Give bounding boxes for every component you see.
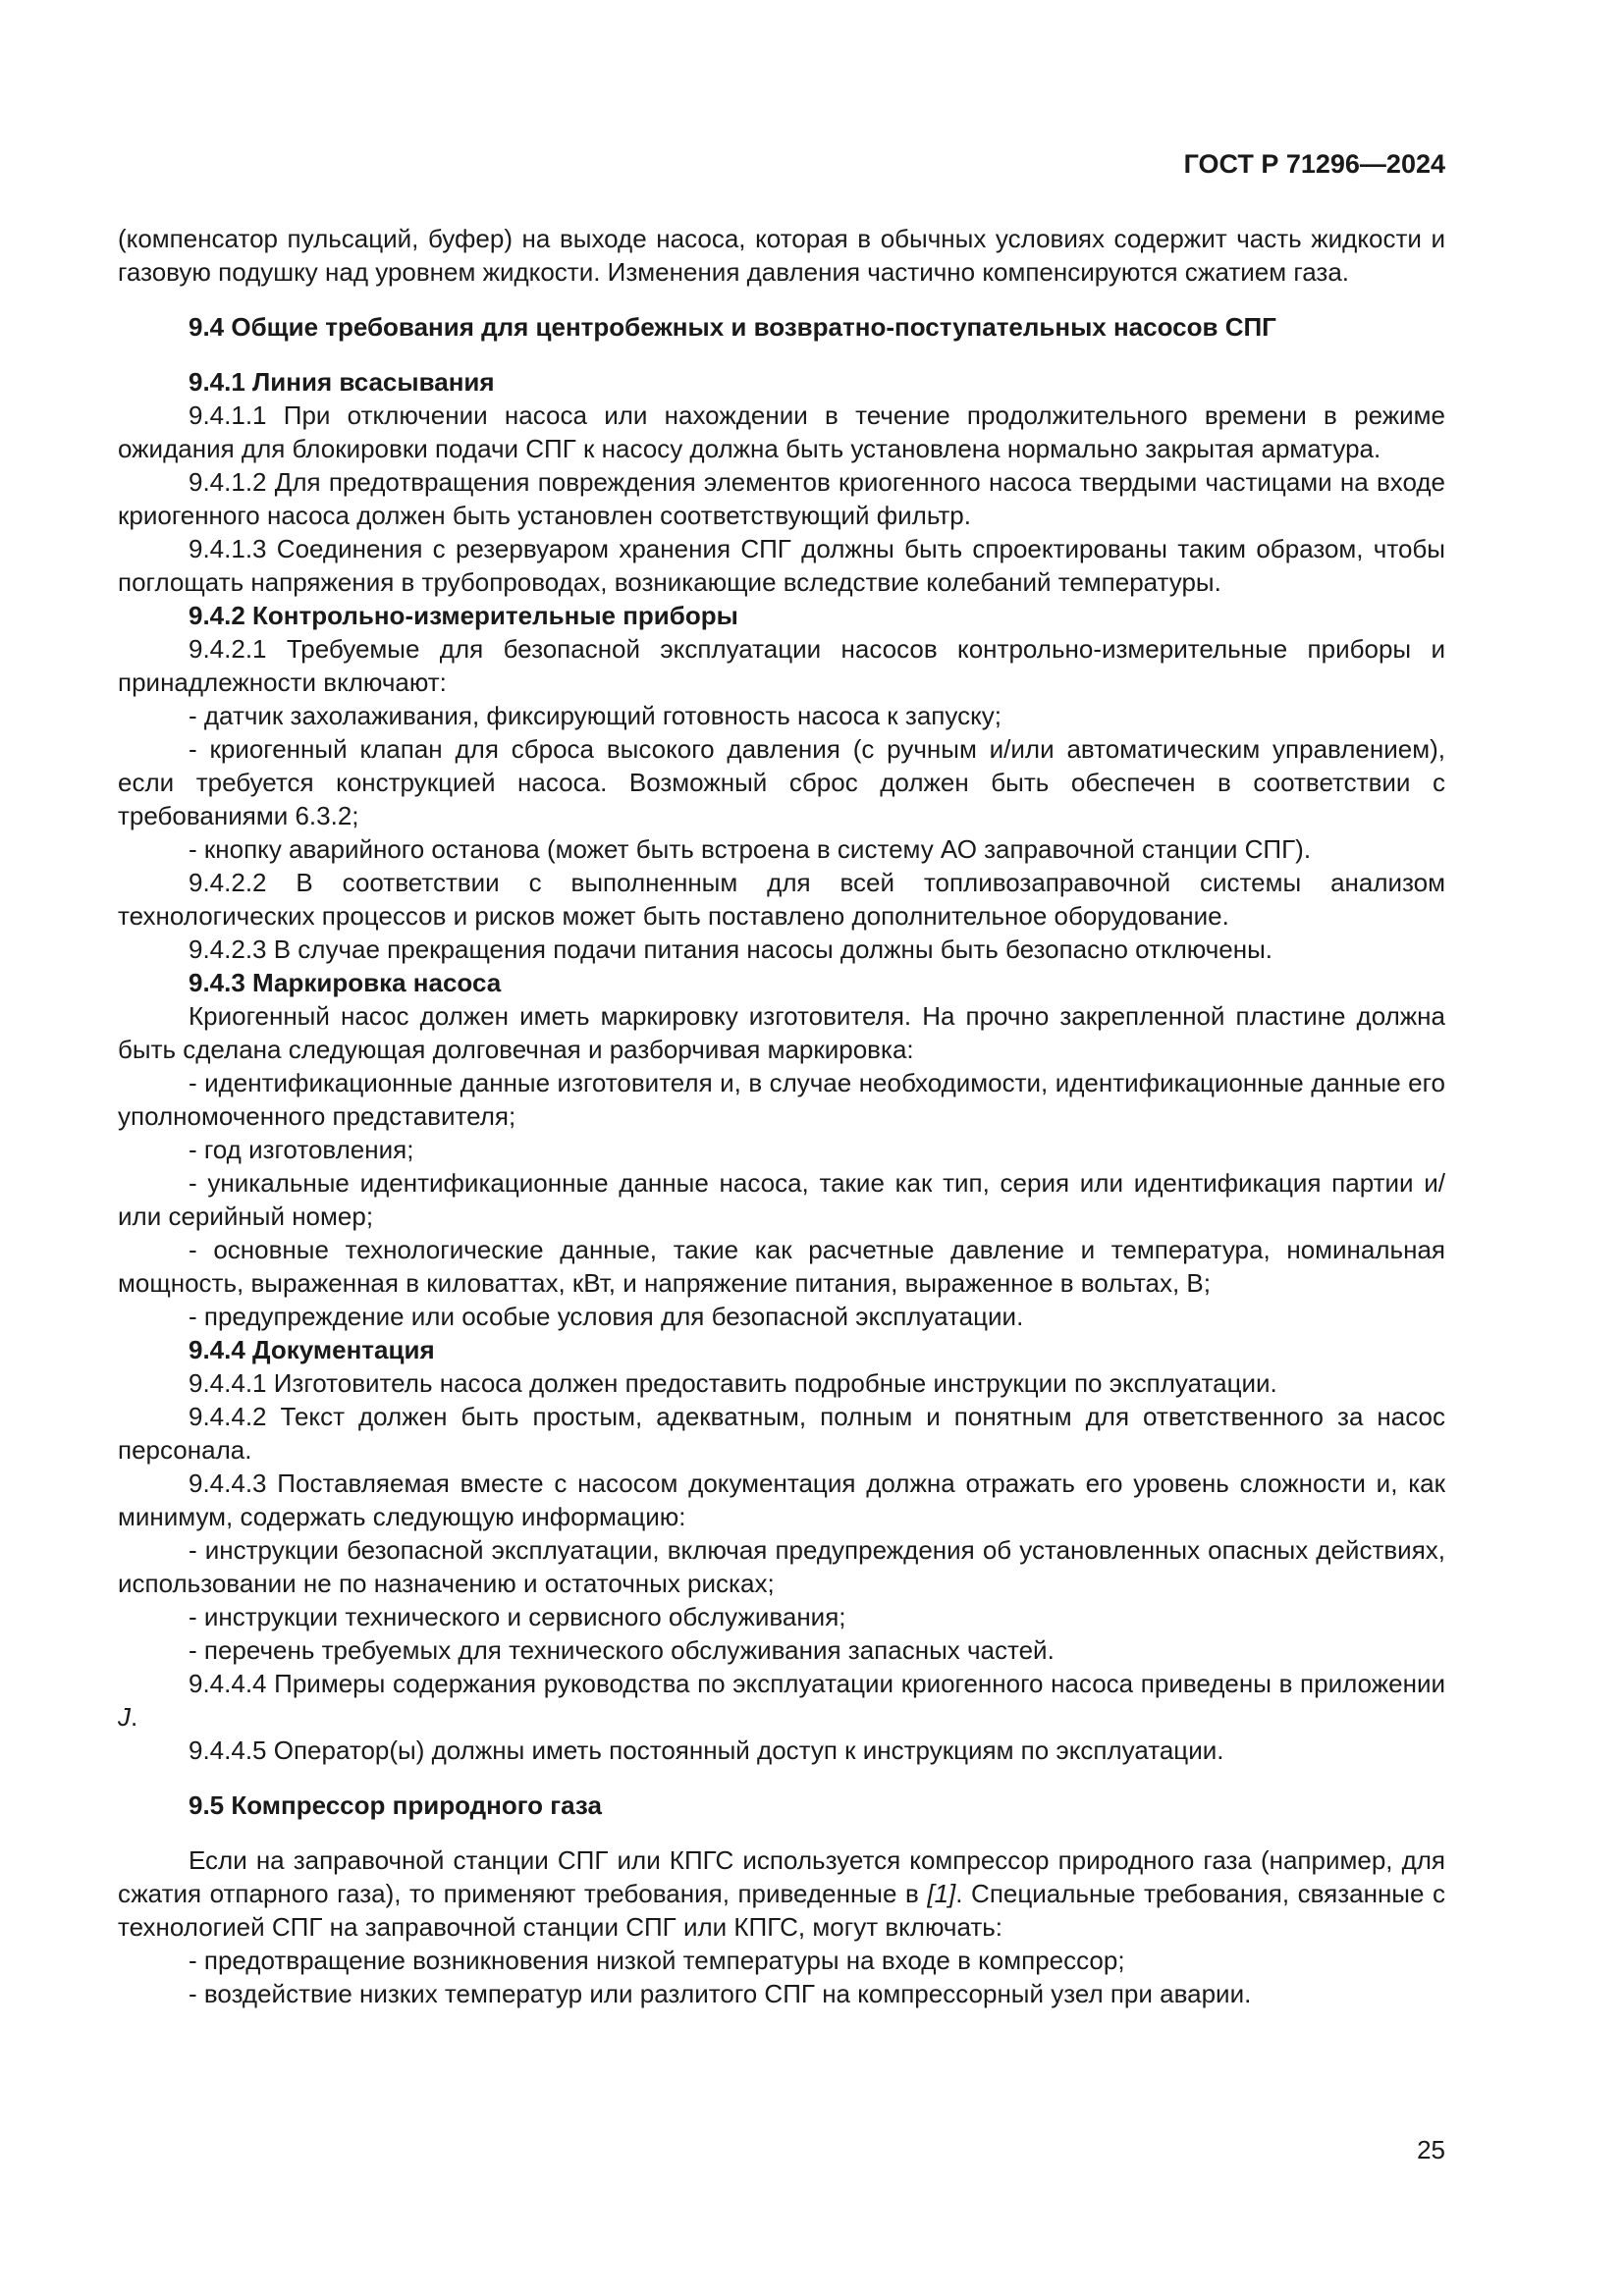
section-9-4-heading: 9.4 Общие требования для центробежных и возвратно-поступательных насосов СПГ [189, 312, 1276, 342]
paragraph-9-5 [118, 1843, 1445, 1944]
list-item: - идентификационные данные изготовителя и, в случае необходимости, идентификационные данные его уполномоченного представителя; [118, 1068, 1445, 1131]
paragraph-9-4-1-1: 9.4.1.1 При отключении насоса или нахождении в течение продолжительного времени в режиме ожидания для блокировки подачи СПГ к насосу должна быть установлена нормально закрытая арматура. [118, 400, 1445, 463]
paragraph-9-4-4-2: 9.4.4.2 Текст должен быть простым, адекватным, полным и понятным для ответственного за насос персонала. [118, 1402, 1445, 1465]
bibliography-reference: [1] [927, 1879, 956, 1908]
paragraph-text: 9.4.4.4 Примеры содержания руководства по эксплуатации криогенного насоса приведены в приложении [189, 1669, 1445, 1698]
list-item: - уникальные идентификационные данные насоса, такие как тип, серия или идентификация партии и/или серийный номер; [118, 1168, 1445, 1231]
paragraph-9-4-2-2: 9.4.2.2 В соответствии с выполненным для всей топливозаправочной системы анализом технологических процессов и рисков может быть поставлено дополнительное оборудование. [118, 868, 1445, 931]
paragraph-9-4-2-1: 9.4.2.1 Требуемые для безопасной эксплуатации насосов контрольно-измерительные приборы и принадлежности включают: [118, 634, 1445, 697]
section-9-4-3-heading: 9.4.3 Маркировка насоса [189, 968, 502, 997]
document-body [118, 222, 1445, 2010]
section-9-5-heading: 9.5 Компрессор природного газа [189, 1790, 602, 1820]
appendix-reference: J [118, 1702, 131, 1732]
list-item: - инструкции технического и сервисного обслуживания; [189, 1602, 846, 1631]
list-item: - криогенный клапан для сброса высокого давления (с ручным и/или автоматическим управлением), если требуется конструкцией насоса. Возможный сброс должен быть обеспечен в соответствии с требованиями 6.3.2; [118, 734, 1445, 830]
section-9-4-2-heading: 9.4.2 Контрольно-измерительные приборы [189, 601, 738, 630]
list-item: - предотвращение возникновения низкой температуры на входе в компрессор; [189, 1946, 1125, 1975]
list-item: - предупреждение или особые условия для безопасной эксплуатации. [189, 1302, 1024, 1331]
paragraph-9-4-4-1: 9.4.4.1 Изготовитель насоса должен предоставить подробные инструкции по эксплуатации. [189, 1368, 1277, 1398]
paragraph-9-4-1-3: 9.4.1.3 Соединения с резервуаром хранения СПГ должны быть спроектированы таким образом, чтобы поглощать напряжения в трубопроводах, возникающие вследствие колебаний температуры. [118, 534, 1445, 597]
continued-paragraph: (компенсатор пульсаций, буфер) на выходе насоса, которая в обычных условиях содержит часть жидкости и газовую подушку над уровнем жидкости. Изменения давления частично компенсируются сжатием газа. [118, 224, 1445, 287]
paragraph-9-4-2-3: 9.4.2.3 В случае прекращения подачи питания насосы должны быть безопасно отключены. [189, 934, 1273, 964]
paragraph-text: . [131, 1702, 138, 1732]
list-item: - датчик захолаживания, фиксирующий готовность насоса к запуску; [189, 701, 1001, 730]
paragraph-9-4-3: Криогенный насос должен иметь маркировку изготовителя. На прочно закрепленной пластине должна быть сделана следующая долговечная и разборчивая маркировка: [118, 1001, 1445, 1064]
list-item: - инструкции безопасной эксплуатации, включая предупреждения об установленных опасных действиях, использовании не по назначению и остаточных рисках; [118, 1535, 1445, 1598]
section-9-4-1-heading: 9.4.1 Линия всасывания [189, 367, 495, 397]
paragraph-9-4-1-2: 9.4.1.2 Для предотвращения повреждения элементов криогенного насоса твердыми частицами на входе криогенного насоса должен быть установлен соответствующий фильтр. [118, 467, 1445, 530]
page-number: 25 [1417, 2135, 1445, 2164]
paragraph-9-4-4-5: 9.4.4.5 Оператор(ы) должны иметь постоянный доступ к инструкциям по эксплуатации. [189, 1735, 1224, 1765]
list-item: - основные технологические данные, такие как расчетные давление и температура, номинальная мощность, выраженная в киловаттах, кВт, и напряжение питания, выраженное в вольтах, В; [118, 1235, 1445, 1298]
list-item: - воздействие низких температур или разлитого СПГ на компрессорный узел при аварии. [189, 1979, 1252, 2008]
list-item: - кнопку аварийного останова (может быть встроена в систему АО заправочной станции СПГ). [189, 834, 1312, 864]
paragraph-text: Если на заправочной станции СПГ или КПГС используется компрессор природного газа (например, для сжатия отпарного газа), то применяют требования, приведенные в [118, 1845, 1445, 1908]
paragraph-9-4-4-3: 9.4.4.3 Поставляемая вместе с насосом документация должна отражать его уровень сложности и, как минимум, содержать следующую информацию: [118, 1468, 1445, 1531]
list-item: - перечень требуемых для технического обслуживания запасных частей. [189, 1635, 1055, 1665]
paragraph-9-4-4-4 [118, 1667, 1445, 1734]
list-item: - год изготовления; [189, 1135, 414, 1164]
paragraph-text: . Специальные требования, связанные с технологией СПГ на заправочной станции СПГ или КПГС, могут включать: [118, 1879, 1445, 1942]
section-9-4-4-heading: 9.4.4 Документация [189, 1335, 435, 1364]
standard-header: ГОСТ Р 71296—2024 [1183, 149, 1445, 179]
